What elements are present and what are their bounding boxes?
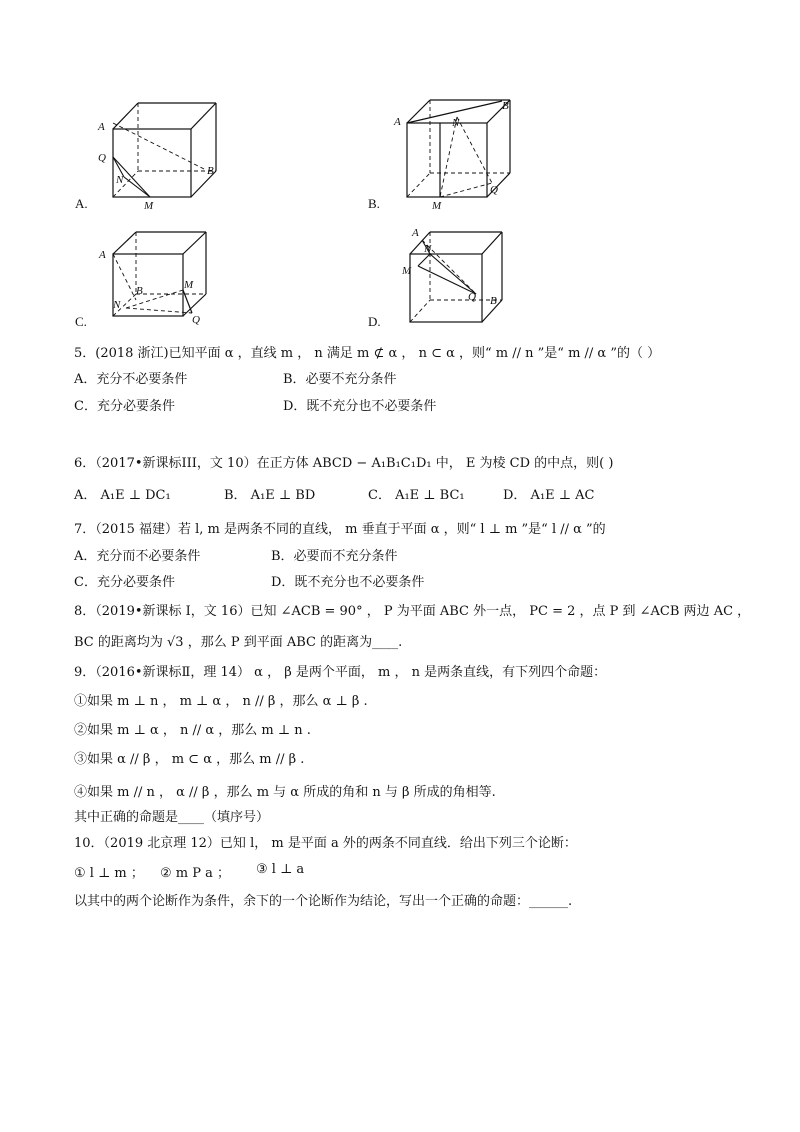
q6-option-b: B． A₁E ⊥ BD: [224, 488, 316, 503]
label-q: Q: [98, 152, 106, 164]
q7-option-c: C．充分必要条件: [74, 575, 175, 590]
question-9: 9．（2016•新课标Ⅱ，理 14） α ， β 是两个平面， m ， n 是两条直线，有下列四个命题：: [74, 665, 607, 680]
q10-judgment-2: ② m P a ；: [160, 866, 231, 881]
label-a: A: [394, 116, 401, 128]
label-b: B: [502, 100, 509, 112]
label-a: A: [98, 121, 105, 133]
cube-figure-d: [392, 222, 522, 330]
q9-proposition-1: ①如果 m ⊥ n ， m ⊥ α ， n // β ，那么 α ⊥ β .: [74, 694, 368, 709]
cube-figure-a: [96, 95, 226, 210]
q7-option-d: D．既不充分也不必要条件: [271, 575, 425, 590]
question-8-line-1: 8．（2019•新课标 I，文 16）已知 ∠ACB = 90° ， P 为平面 ABC 外一点， PC = 2 ，点 P 到 ∠ACB 两边 AC ，: [74, 604, 751, 619]
question-5: 5．(2018 浙江)已知平面 α ，直线 m ， n 满足 m ⊄ α ， n ⊂ α ，则“ m // n ”是“ m // α ”的（ ）: [74, 346, 661, 361]
q9-proposition-2: ②如果 m ⊥ α ， n // α ，那么 m ⊥ n .: [74, 723, 311, 738]
q6-option-a: A． A₁E ⊥ DC₁: [74, 488, 171, 503]
q10-judgment-1: ① l ⊥ m ；: [74, 866, 144, 881]
q7-option-b: B．必要而不充分条件: [271, 549, 398, 564]
label-b: B: [490, 295, 497, 307]
label-q: Q: [468, 291, 476, 303]
q6-option-d: D． A₁E ⊥ AC: [503, 488, 595, 503]
q9-question: 其中正确的命题是____（填序号）: [74, 810, 270, 825]
figure-option-b: B.: [368, 196, 380, 211]
label-m: M: [432, 200, 442, 210]
cube-figure-b: [392, 95, 522, 210]
question-7: 7．（2015 福建）若 l, m 是两条不同的直线， m 垂直于平面 α ，则“ l ⊥ m ”是“ l // α ”的: [74, 522, 606, 537]
q5-option-d: D．既不充分也不必要条件: [283, 399, 437, 414]
label-b: B: [207, 165, 214, 177]
figure-option-d: D.: [368, 314, 381, 329]
q7-option-a: A．充分而不必要条件: [74, 549, 201, 564]
q9-proposition-4: ④如果 m // n ， α // β ，那么 m 与 α 所成的角和 n 与 β 所成的角相等.: [74, 785, 496, 800]
figure-option-a: A.: [75, 196, 88, 211]
label-a: A: [412, 227, 419, 239]
q5-option-c: C．充分必要条件: [74, 399, 175, 414]
figure-option-c: C.: [75, 314, 87, 329]
label-q: Q: [192, 314, 200, 326]
question-8-line-2: BC 的距离均为 √3 ，那么 P 到平面 ABC 的距离为____.: [74, 635, 403, 650]
label-n: N: [452, 117, 460, 129]
label-n: N: [424, 243, 432, 255]
label-q: Q: [490, 184, 498, 196]
q6-option-c: C． A₁E ⊥ BC₁: [368, 488, 465, 503]
label-b: B: [136, 285, 143, 297]
question-6: 6．（2017•新课标III，文 10）在正方体 ABCD − A₁B₁C₁D₁ 中， E 为棱 CD 的中点，则( ): [74, 456, 614, 471]
q9-proposition-3: ③如果 α // β ， m ⊂ α ，那么 m // β .: [74, 752, 305, 767]
q5-option-a: A．充分不必要条件: [74, 372, 188, 387]
label-m: M: [144, 200, 154, 210]
label-n: N: [116, 174, 124, 186]
label-m: M: [184, 279, 194, 291]
label-m: M: [402, 265, 412, 277]
cube-figure-c: [96, 228, 226, 328]
question-10: 10．（2019 北京理 12）已知 l， m 是平面 a 外的两条不同直线．给出下列三个论断：: [74, 836, 577, 851]
label-a: A: [99, 249, 106, 261]
q10-judgment-3: ③ l ⊥ a: [256, 862, 305, 877]
q5-option-b: B．必要不充分条件: [283, 372, 397, 387]
q10-question: 以其中的两个论断作为条件，余下的一个论断作为结论，写出一个正确的命题：______.: [74, 894, 573, 909]
label-n: N: [113, 299, 121, 311]
